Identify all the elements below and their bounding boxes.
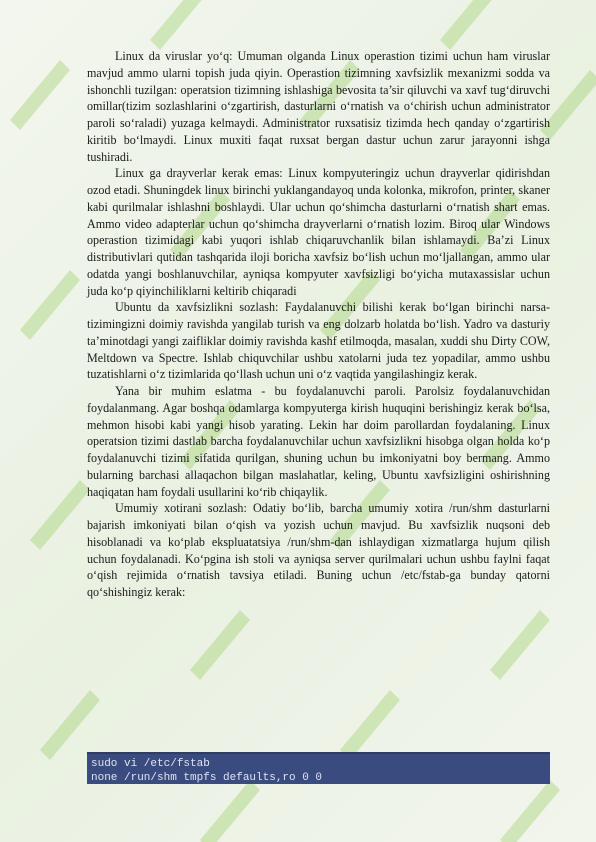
paragraph-user-password: Yana bir muhim eslatma - bu foydalanuvchi paroli. Parolsiz foydalanuvchidan foydalanmang. Agar boshqa odamlarga kompyuterga kirish huquqini berishingiz kerak bo‘lsa, mehmon hisobi kabi yangi hisob yarating. Lekin har doim parollardan foydalaning. Linux operatsion tizimi dastlab barcha foydalanuvchilar uchun xavfsizlikni hisobga olgan holda ko‘p foydalanuvchi tizimi sifatida qurilgan, shuning uchun bu imkoniyatni boy bermang. Ammo bularning barchasi allaqachon bilgan maslahatlar, keling, Ubuntu xavfsizligini oshirishning haqiqatan ham foydali usullarini ko‘rib chiqaylik. [87, 384, 550, 499]
paragraph-linux-viruses: Linux da viruslar yo‘q: Umuman olganda Linux operastion tizimi uchun ham viruslar mavjud ammo ularni topish juda qiyin. Operastion tizimning xavfsizlik mexanizmi sodda va ishonchli tuzilgan: operatsion tizimning ishlashiga bevosita ta’sir qiluvchi va xavf tug‘diruvchi omillar(tizim sozlashlarini o‘zgartirish, dasturlarni o‘rnatish va o‘chirish uchun administrator paroli so‘raladi) yuzaga kelmaydi. Administrator ruxsatisiz tizimda hech qanday o‘zgartirish kiritib bo‘lmaydi. Linux muxiti faqat ruxsat bergan dastur uchun zarur jarayonni ishga tushiradi. [87, 49, 550, 164]
code-line-2: none /run/shm tmpfs defaults,ro 0 0 [91, 772, 323, 784]
document-body [87, 48, 550, 601]
code-line-1: sudo vi /etc/fstab [91, 758, 210, 770]
paragraph-linux-drivers: Linux ga drayverlar kerak emas: Linux kompyuteringiz uchun drayverlar qidirishdan ozod etadi. Shuningdek linux birinchi yuklangandayoq unda kolonka, mikrofon, printer, skaner kabi qurilmalar ishlashni boshlaydi. Ular uchun qo‘shimcha dasturlarni o‘rnatish shart emas. Ammo video adapterlar uchun qo‘shimcha drayverlarni o‘rnatish lozim. Biroq ular Windows operastion tizimidagi kabi yuqori ishlab chiqaruvchanlik bilan ishlamaydi. Ba’zi Linux distributivlari qutidan tashqarida iloji boricha xavfsiz bo‘lish uchun mo‘ljallangan, ammo ular odatda yangi boshlanuvchilar, ayniqsa kompyuter xavfsizligi bo‘yicha mutaxassislar uchun juda ko‘p qiyinchiliklarni keltirib chiqaradi [87, 166, 550, 298]
paragraph-ubuntu-security: Ubuntu da xavfsizlikni sozlash: Faydalanuvchi bilishi kerak bo‘lgan birinchi narsa-tizimingizni doimiy ravishda yangilab turish va eng dolzarb holatda bo‘lish. Yadro va dasturiy ta’minotdagi yangi zaifliklar doimiy ravishda kashf etilmoqda, masalan, xuddi shu Dirty COW, Meltdown va Spectre. Ishlab chiquvchilar ushbu xatolarni juda tez yopadilar, ammo ushbu tuzatishlarni o‘z tizimlarida qo‘llash uchun uni o‘z vaqtida yangilashingiz kerak. [87, 300, 550, 382]
code-block [87, 752, 550, 784]
paragraph-shared-memory: Umumiy xotirani sozlash: Odatiy bo‘lib, barcha umumiy xotira /run/shm dasturlarni bajarish imkoniyati bilan o‘qish va yozish uchun mavjud. Bu xavfsizlik nuqsoni deb hisoblanadi va ko‘plab ekspluatatsiya /run/shm-dan ishlaydigan xizmatlarga hujum qilish uchun foydalanadi. Ko‘pgina ish stoli va ayniqsa server qurilmalari uchun ushbu faylni faqat o‘qish rejimida o‘rnatish tavsiya etiladi. Buning uchun /etc/fstab-ga bunday qatorni qo‘shishingiz kerak: [87, 501, 550, 599]
